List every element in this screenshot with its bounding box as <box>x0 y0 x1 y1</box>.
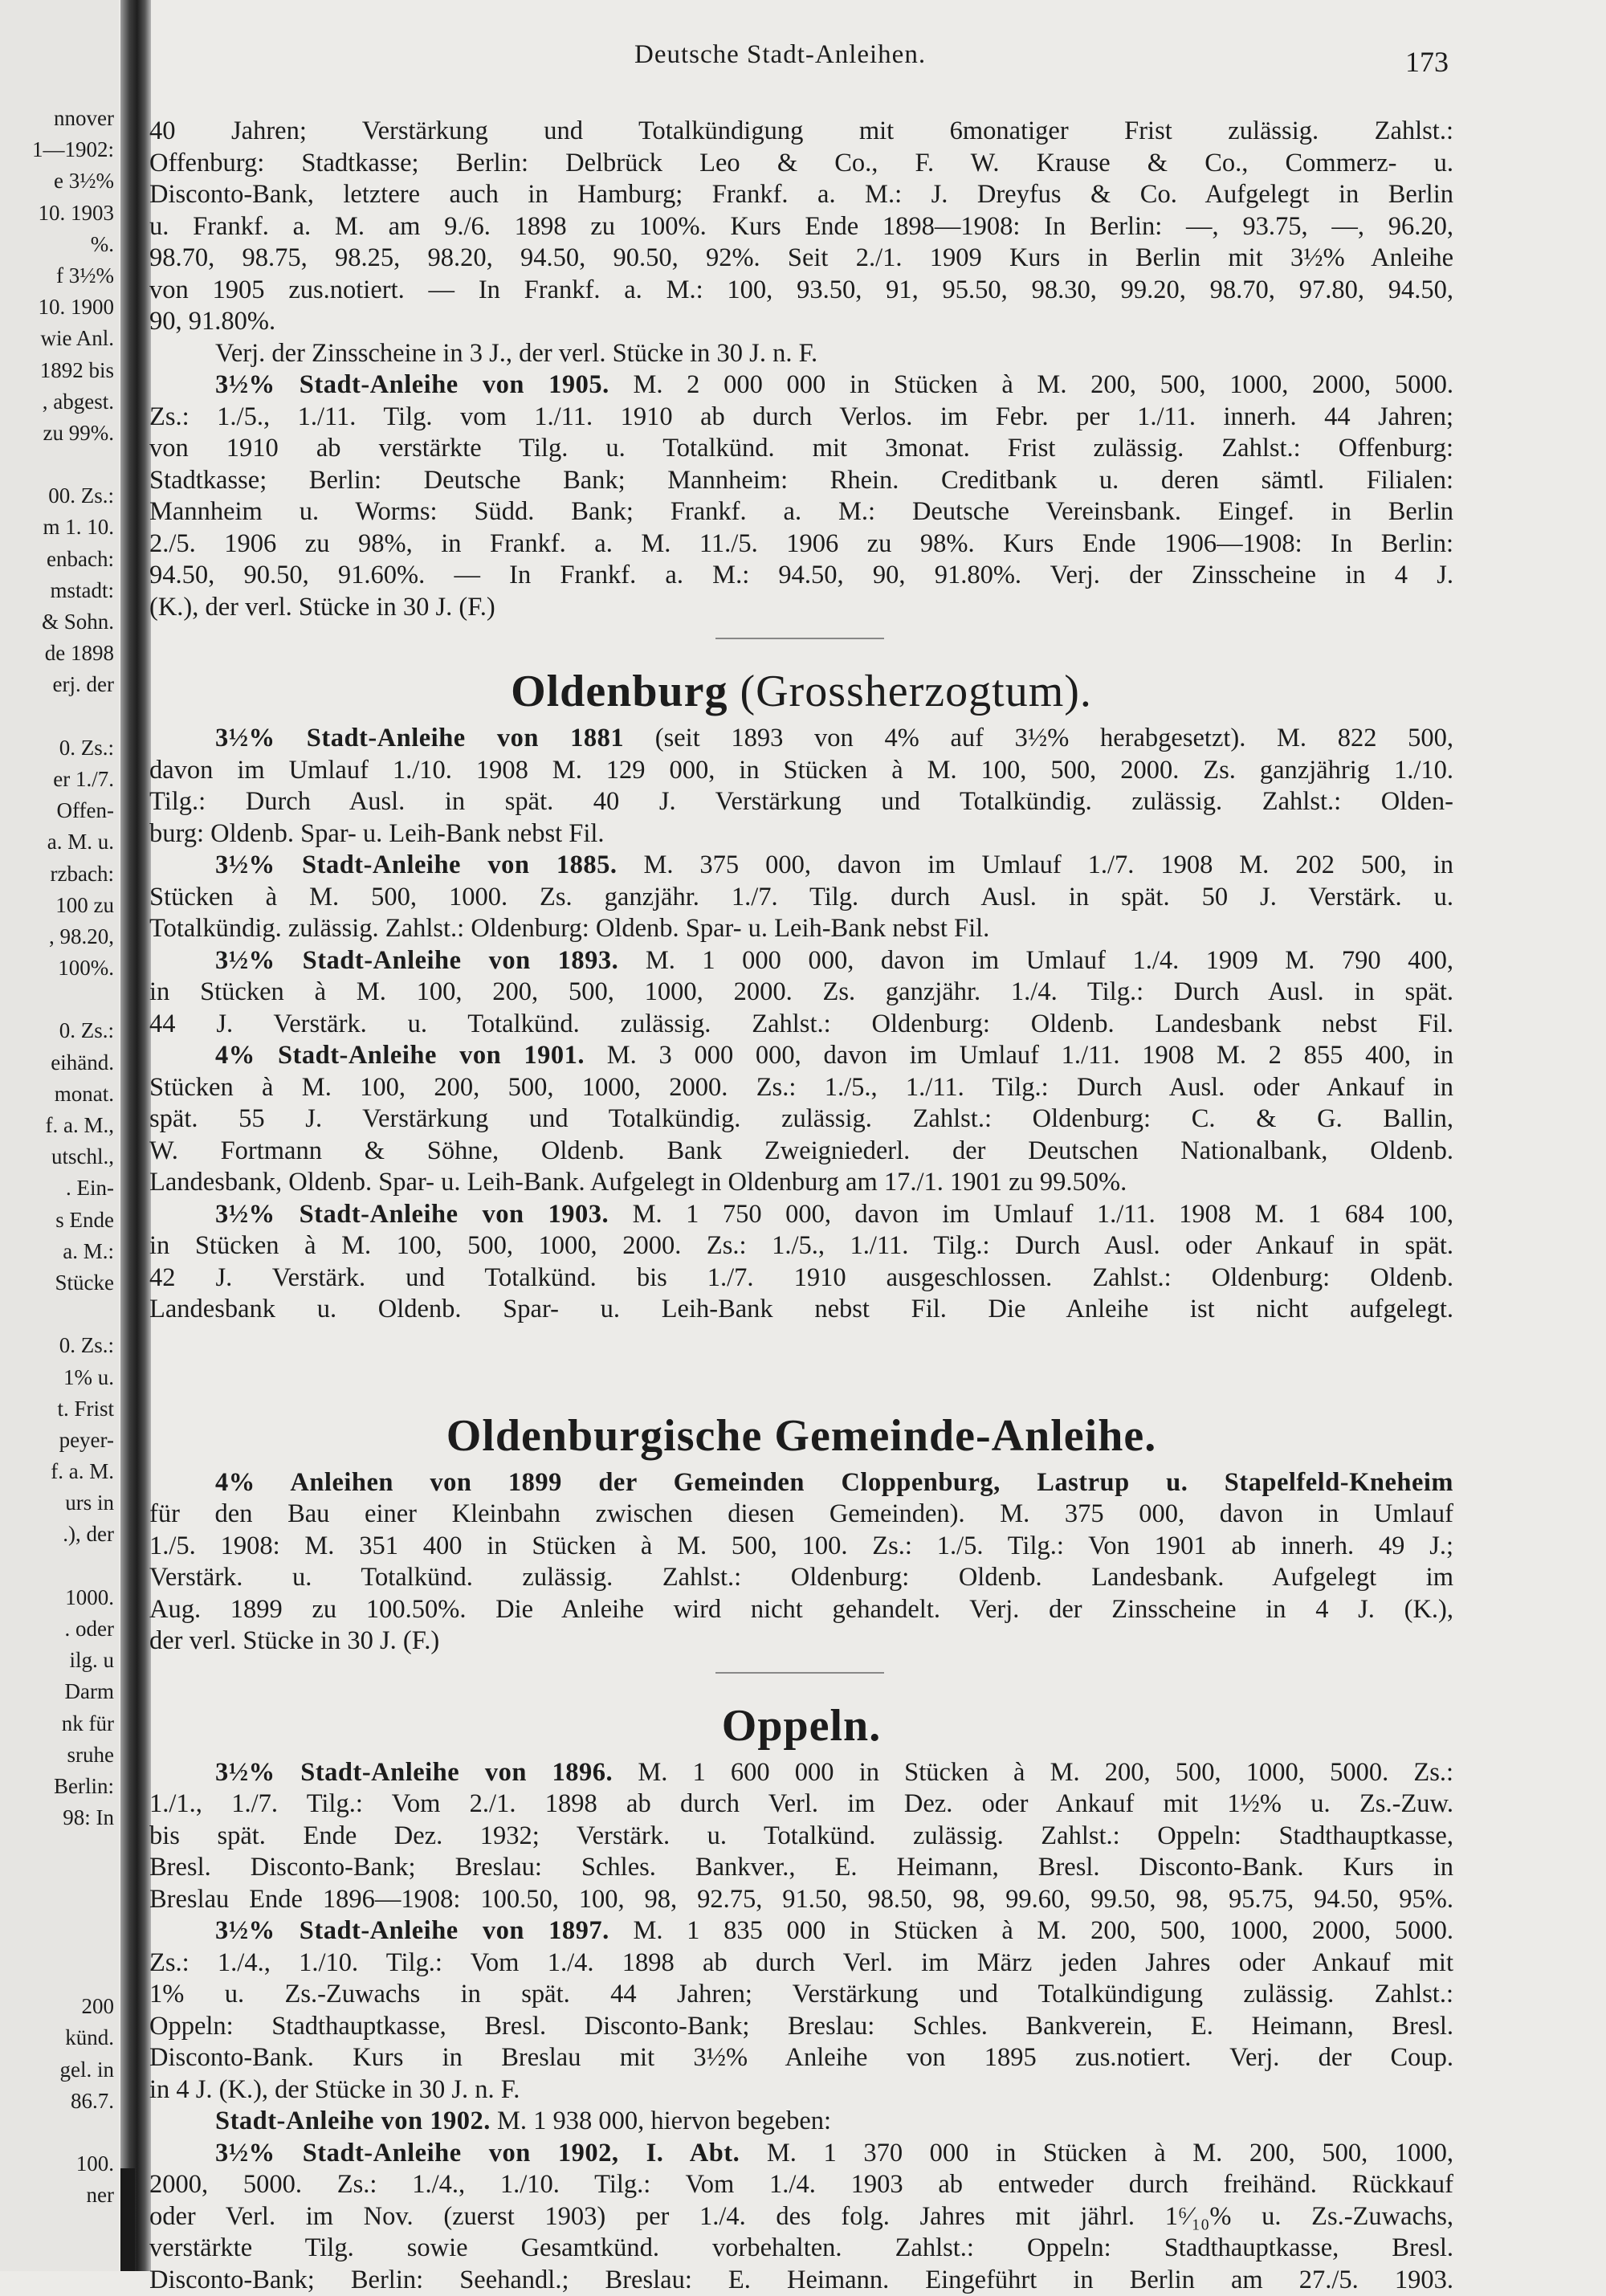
margin-fragment: e 3½% <box>0 165 114 197</box>
text-line: in Stücken à M. 100, 500, 1000, 2000. Zs.: 1./5., 1./11. Tilg.: Durch Ausl. oder Ankauf in spät. <box>149 1230 1453 1262</box>
margin-fragment: peyer- <box>0 1425 114 1456</box>
loan-entry-header: 3½% Stadt-Anleihe von 1896. M. 1 600 000 in Stücken à M. 200, 500, 1000, 5000. Zs.: <box>149 1757 1453 1789</box>
margin-fragment: ilg. u <box>0 1645 114 1676</box>
margin-fragment: zu 99%. <box>0 418 114 449</box>
text-line: Stücken à M. 100, 200, 500, 1000, 2000. Zs.: 1./5., 1./11. Tilg.: Durch Ausl. oder Ankauf in <box>149 1072 1453 1104</box>
offenburg-section <box>149 116 1453 623</box>
oppeln-section <box>149 1694 1453 2296</box>
loan-entry-header: 3½% Stadt-Anleihe von 1893. M. 1 000 000, davon im Umlauf 1./4. 1909 M. 790 400, <box>149 945 1453 977</box>
loan-title: 3½% Stadt-Anleihe von 1896. <box>215 1758 613 1787</box>
margin-fragment: Offen- <box>0 795 114 826</box>
text-line: Landesbank, Oldenb. Spar- u. Leih-Bank. Aufgelegt in Oldenburg am 17./1. 1901 zu 99.50%. <box>149 1167 1453 1199</box>
margin-fragment: 86.7. <box>0 2086 114 2117</box>
loan-entry-header: 3½% Stadt-Anleihe von 1902, I. Abt. M. 1 370 000 in Stücken à M. 200, 500, 1000, <box>149 2138 1453 2170</box>
adjacent-page-strip <box>0 0 119 2271</box>
margin-fragment: Berlin: <box>0 1771 114 1802</box>
margin-fragment: nk für <box>0 1708 114 1739</box>
text-line: in 4 J. (K.), der Stücke in 30 J. n. F. <box>149 2074 1453 2106</box>
margin-fragment: 100. <box>0 2148 114 2180</box>
text-line: von 1905 zus.notiert. — In Frankf. a. M.: 100, 93.50, 91, 95.50, 98.30, 99.20, 98.70, 97.80, 94.50, <box>149 275 1453 307</box>
text-line: Breslau Ende 1896—1908: 100.50, 100, 98, 92.75, 91.50, 98.50, 98, 99.60, 99.50, 98, 95.75, 94.50, 95%. <box>149 1884 1453 1916</box>
margin-fragment <box>0 2117 114 2148</box>
page-number: 173 <box>1405 45 1449 79</box>
margin-fragment <box>0 984 114 1015</box>
margin-fragment: a. M. u. <box>0 826 114 858</box>
loan-title: 3½% Stadt-Anleihe von 1902, I. Abt. <box>215 2139 740 2168</box>
margin-fragment: monat. <box>0 1079 114 1110</box>
text-line: Stücken à M. 500, 1000. Zs. ganzjähr. 1./7. Tilg. durch Ausl. in spät. 50 J. Verstärk. u. <box>149 882 1453 914</box>
text-line: 98.70, 98.75, 98.25, 98.20, 94.50, 90.50, 92%. Seit 2./1. 1909 Kurs in Berlin mit 3½% Anleihe <box>149 243 1453 275</box>
margin-fragment: f. a. M., <box>0 1110 114 1141</box>
text-line: 90, 91.80%. <box>149 306 1453 338</box>
margin-fragment: rzbach: <box>0 858 114 890</box>
margin-fragment <box>0 1833 114 1865</box>
adjacent-page-text <box>0 103 114 2212</box>
text-line: burg: Oldenb. Spar- u. Leih-Bank nebst Fil. <box>149 818 1453 850</box>
text-line: davon im Umlauf 1./10. 1908 M. 129 000, in Stücken à M. 100, 500, 2000. Zs. ganzjährig 1./10. <box>149 755 1453 787</box>
text-line: 1./1., 1./7. Tilg.: Vom 2./1. 1898 ab durch Verl. im Dez. oder Ankauf mit 1½% u. Zs.-Zuw. <box>149 1788 1453 1821</box>
text-line: Landesbank u. Oldenb. Spar- u. Leih-Bank nebst Fil. Die Anleihe ist nicht aufgelegt. <box>149 1294 1453 1326</box>
text-line: Mannheim u. Worms: Südd. Bank; Frankf. a. M.: Deutsche Vereinsbank. Eingef. in Berlin <box>149 496 1453 528</box>
margin-fragment <box>0 1897 114 1928</box>
loan-title: 4% Stadt-Anleihe von 1901. <box>215 1041 585 1070</box>
text-line: Disconto-Bank; Berlin: Seehandl.; Breslau: E. Heimann. Eingeführt in Berlin am 27./5. 1903. <box>149 2265 1453 2296</box>
margin-fragment <box>0 1928 114 1960</box>
loan-title: 3½% Stadt-Anleihe von 1885. <box>215 850 618 879</box>
margin-fragment <box>0 1551 114 1582</box>
margin-fragment: f 3½% <box>0 260 114 292</box>
loan-title: 4% Anleihen von 1899 der Gemeinden Cloppenburg, Lastrup u. Stapelfeld-Kneheim <box>215 1468 1453 1497</box>
gemeinde-section <box>149 1405 1453 1658</box>
margin-fragment: enbach: <box>0 544 114 575</box>
text-line: 94.50, 90.50, 91.60%. — In Frankf. a. M.: 94.50, 90, 91.80%. Verj. der Zinsscheine in 4 J. <box>149 560 1453 592</box>
margin-fragment: 98: In <box>0 1802 114 1833</box>
text-line: Tilg.: Durch Ausl. in spät. 40 J. Verstärkung und Totalkündig. zulässig. Zahlst.: Olden- <box>149 786 1453 818</box>
loan-title: 3½% Stadt-Anleihe von 1893. <box>215 946 618 975</box>
text-line: Zs.: 1./5., 1./11. Tilg. vom 1./11. 1910 ab durch Verlos. im Febr. per 1./11. innerh. 44 Jahren; <box>149 402 1453 434</box>
text-line: in Stücken à M. 100, 200, 500, 1000, 2000. Zs. ganzjähr. 1./4. Tilg.: Durch Ausl. in spät. <box>149 977 1453 1009</box>
section-divider <box>149 1658 1453 1690</box>
margin-fragment: mstadt: <box>0 575 114 606</box>
loan-title: 3½% Stadt-Anleihe von 1897. <box>215 1916 609 1945</box>
text-line: von 1910 ab verstärkte Tilg. u. Totalkünd. mit 3monat. Frist zulässig. Zahlst.: Offenburg: <box>149 433 1453 465</box>
book-spine-shadow <box>120 2168 135 2271</box>
text-line: Aug. 1899 zu 100.50%. Die Anleihe wird nicht gehandelt. Verj. der Zinsscheine in 4 J. (K.), <box>149 1594 1453 1626</box>
margin-fragment: 10. 1903 <box>0 198 114 229</box>
margin-fragment: 0. Zs.: <box>0 1015 114 1046</box>
loan-entry-header: 3½% Stadt-Anleihe von 1905. M. 2 000 000 in Stücken à M. 200, 500, 1000, 2000, 5000. <box>149 369 1453 402</box>
loan-title: 3½% Stadt-Anleihe von 1905. <box>215 370 609 399</box>
margin-fragment: a. M.: <box>0 1236 114 1267</box>
section-heading: Oldenburg (Grossherzogtum). <box>149 660 1453 723</box>
margin-fragment: 1—1902: <box>0 134 114 165</box>
margin-fragment: urs in <box>0 1487 114 1519</box>
margin-fragment: Darm <box>0 1676 114 1707</box>
margin-fragment: künd. <box>0 2022 114 2053</box>
section-divider <box>149 623 1453 655</box>
margin-fragment: 1892 bis <box>0 355 114 386</box>
margin-fragment: 00. Zs.: <box>0 480 114 512</box>
margin-fragment: Stücke <box>0 1267 114 1299</box>
text-line: Verstärk. u. Totalkünd. zulässig. Zahlst.: Oldenburg: Oldenb. Landesbank. Aufgelegt im <box>149 1562 1453 1594</box>
loan-entry-header: 4% Stadt-Anleihe von 1901. M. 3 000 000, davon im Umlauf 1./11. 1908 M. 2 855 400, in <box>149 1040 1453 1072</box>
text-line: der verl. Stücke in 30 J. (F.) <box>149 1625 1453 1658</box>
loan-entry-header <box>149 1467 1453 1499</box>
margin-fragment: gel. in <box>0 2054 114 2086</box>
text-line: Stadtkasse; Berlin: Deutsche Bank; Mannheim: Rhein. Creditbank u. deren sämtl. Filialen: <box>149 465 1453 497</box>
text-line: Oppeln: Stadthauptkasse, Bresl. Disconto-Bank; Breslau: Schles. Bankverein, E. Heimann, Bresl. <box>149 2011 1453 2043</box>
margin-fragment: .), der <box>0 1519 114 1550</box>
margin-fragment <box>0 1866 114 1897</box>
text-line: bis spät. Ende Dez. 1932; Verstärk. u. Totalkünd. zulässig. Zahlst.: Oppeln: Stadthauptkasse, <box>149 1821 1453 1853</box>
margin-fragment: %. <box>0 229 114 260</box>
margin-fragment <box>0 449 114 480</box>
margin-fragment: de 1898 <box>0 638 114 669</box>
loan-title: Stadt-Anleihe von 1902. <box>215 2106 491 2135</box>
text-line: Disconto-Bank. Kurs in Breslau mit 3½% Anleihe von 1895 zus.notiert. Verj. der Coup. <box>149 2042 1453 2074</box>
margin-fragment: 200 <box>0 1991 114 2022</box>
margin-fragment: 0. Zs.: <box>0 732 114 764</box>
text-line: 1% u. Zs.-Zuwachs in spät. 44 Jahren; Verstärkung und Totalkündigung zulässig. Zahlst.: <box>149 1979 1453 2011</box>
section-heading: Oldenburgische Gemeinde-Anleihe. <box>149 1405 1453 1467</box>
margin-fragment: , abgest. <box>0 386 114 418</box>
margin-fragment <box>0 701 114 732</box>
text-line: W. Fortmann & Söhne, Oldenb. Bank Zweigniederl. der Deutschen Nationalbank, Oldenb. <box>149 1136 1453 1168</box>
margin-fragment: 1000. <box>0 1582 114 1613</box>
section-heading: Oppeln. <box>149 1694 1453 1757</box>
oldenburg-section <box>149 660 1453 1326</box>
margin-fragment: . Ein- <box>0 1172 114 1204</box>
margin-fragment: & Sohn. <box>0 606 114 638</box>
book-spine <box>120 0 151 2271</box>
loan-entry-header: Stadt-Anleihe von 1902. M. 1 938 000, hiervon begeben: <box>149 2106 1453 2138</box>
text-line: Bresl. Disconto-Bank; Breslau: Schles. Bankver., E. Heimann, Bresl. Disconto-Bank. Kurs in <box>149 1852 1453 1884</box>
margin-fragment: 1% u. <box>0 1362 114 1393</box>
margin-fragment: ner <box>0 2180 114 2211</box>
margin-fragment <box>0 1960 114 1991</box>
margin-fragment: 10. 1900 <box>0 292 114 323</box>
loan-entry-header: 3½% Stadt-Anleihe von 1897. M. 1 835 000 in Stücken à M. 200, 500, 1000, 2000, 5000. <box>149 1915 1453 1947</box>
margin-fragment: nnover <box>0 103 114 134</box>
text-line: oder Verl. im Nov. (zuerst 1903) per 1./4. des folg. Jahres mit jährl. 1⁶⁄₁₀% u. Zs.-Zuwachs, <box>149 2201 1453 2233</box>
loan-entry-header: 3½% Stadt-Anleihe von 1885. M. 375 000, davon im Umlauf 1./7. 1908 M. 202 500, in <box>149 850 1453 882</box>
text-line: (K.), der verl. Stücke in 30 J. (F.) <box>149 592 1453 624</box>
loan-entry-header: 3½% Stadt-Anleihe von 1881 (seit 1893 von 4% auf 3½% herabgesetzt). M. 822 500, <box>149 723 1453 755</box>
margin-fragment: sruhe <box>0 1739 114 1771</box>
margin-fragment: 100%. <box>0 952 114 984</box>
text-line: u. Frankf. a. M. am 9./6. 1898 zu 100%. Kurs Ende 1898—1908: In Berlin: —, 93.75, —, 96.20, <box>149 211 1453 243</box>
text-line: 1./5. 1908: M. 351 400 in Stücken à M. 500, 100. Zs.: 1./5. Tilg.: Von 1901 ab innerh. 49 J.; <box>149 1531 1453 1563</box>
margin-fragment: er 1./7. <box>0 764 114 795</box>
text-line: 42 J. Verstärk. und Totalkünd. bis 1./7. 1910 ausgeschlossen. Zahlst.: Oldenburg: Oldenb. <box>149 1262 1453 1295</box>
margin-fragment: m 1. 10. <box>0 512 114 543</box>
margin-fragment: . oder <box>0 1613 114 1645</box>
text-line: 2000, 5000. Zs.: 1./4., 1./10. Tilg.: Vom 1./4. 1903 ab entweder durch freihänd. Rückkauf <box>149 2169 1453 2201</box>
margin-fragment: 0. Zs.: <box>0 1330 114 1361</box>
text-line: 2./5. 1906 zu 98%, in Frankf. a. M. 11./5. 1906 zu 98%. Kurs Ende 1906—1908: In Berlin: <box>149 528 1453 561</box>
text-line: Disconto-Bank, letztere auch in Hamburg; Frankf. a. M.: J. Dreyfus & Co. Aufgelegt in Berlin <box>149 179 1453 211</box>
margin-fragment: wie Anl. <box>0 323 114 354</box>
margin-fragment <box>0 1299 114 1330</box>
text-line: Zs.: 1./4., 1./10. Tilg.: Vom 1./4. 1898 ab durch Verl. im März jeden Jahres oder Ankauf mit <box>149 1947 1453 1980</box>
margin-fragment: f. a. M. <box>0 1456 114 1487</box>
margin-fragment: eihänd. <box>0 1047 114 1079</box>
margin-fragment: , 98.20, <box>0 921 114 952</box>
margin-fragment: t. Frist <box>0 1393 114 1425</box>
text-line: 44 J. Verstärk. u. Totalkünd. zulässig. Zahlst.: Oldenburg: Oldenb. Landesbank nebst Fil. <box>149 1009 1453 1041</box>
loan-title: 3½% Stadt-Anleihe von 1881 <box>215 724 624 752</box>
running-title: Deutsche Stadt-Anleihen. <box>634 40 926 70</box>
margin-fragment: s Ende <box>0 1205 114 1236</box>
text-line: verstärkte Tilg. sowie Gesamtkünd. vorbehalten. Zahlst.: Oppeln: Stadthauptkasse, Bresl. <box>149 2233 1453 2265</box>
text-line: für den Bau einer Kleinbahn zwischen diesen Gemeinden). M. 375 000, davon in Umlauf <box>149 1499 1453 1531</box>
text-line: spät. 55 J. Verstärkung und Totalkündig. zulässig. Zahlst.: Oldenburg: C. & G. Ballin, <box>149 1103 1453 1136</box>
text-line: Totalkündig. zulässig. Zahlst.: Oldenburg: Oldenb. Spar- u. Leih-Bank nebst Fil. <box>149 913 1453 945</box>
text-line: Verj. der Zinsscheine in 3 J., der verl. Stücke in 30 J. n. F. <box>149 338 1453 370</box>
loan-entry-header: 3½% Stadt-Anleihe von 1903. M. 1 750 000, davon im Umlauf 1./11. 1908 M. 1 684 100, <box>149 1199 1453 1231</box>
margin-fragment: utschl., <box>0 1141 114 1172</box>
text-line: Offenburg: Stadtkasse; Berlin: Delbrück Leo & Co., F. W. Krause & Co., Commerz- u. <box>149 148 1453 180</box>
text-line: 40 Jahren; Verstärkung und Totalkündigung mit 6monatiger Frist zulässig. Zahlst.: <box>149 116 1453 148</box>
margin-fragment: erj. der <box>0 669 114 700</box>
page-body <box>149 116 1453 2296</box>
loan-title: 3½% Stadt-Anleihe von 1903. <box>215 1200 609 1229</box>
margin-fragment: 100 zu <box>0 890 114 921</box>
